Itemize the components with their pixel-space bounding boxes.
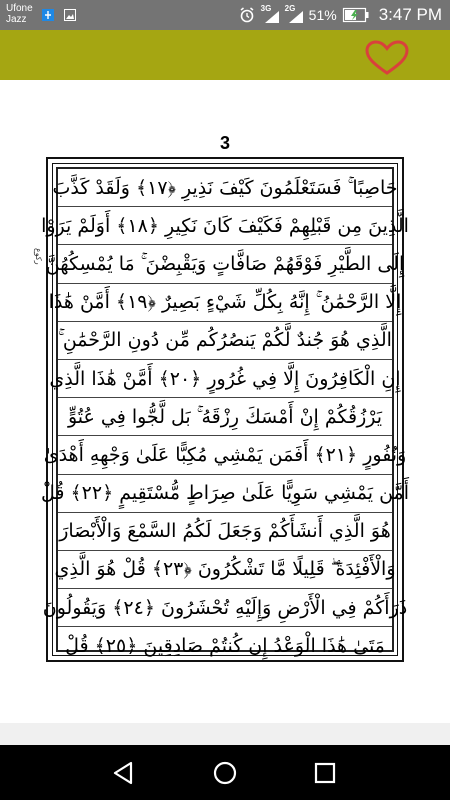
signal-2g-icon xyxy=(284,4,303,23)
carrier-name-secondary: Jazz xyxy=(6,14,27,25)
verse-line-10: هُوَ الَّذِي أَنشَأَكُمْ وَجَعَلَ لَكُمُ السَّمْعَ وَالْأَبْصَارَ xyxy=(58,513,392,551)
margin-note: رکوع xyxy=(34,247,43,265)
verse-line-2: الَّذِينَ مِن قَبْلِهِمْ فَكَيْفَ كَانَ نَكِيرِ ﴿١٨﴾ أَوَلَمْ يَرَوْا xyxy=(58,207,392,245)
carrier-label xyxy=(6,3,33,25)
network-2g-label: 2G xyxy=(284,4,296,13)
verse-line-11: وَالْأَفْئِدَةَ ۖ قَلِيلًا مَّا تَشْكُرُونَ ﴿٢٣﴾ قُلْ هُوَ الَّذِي xyxy=(58,551,392,589)
page-number: 3 xyxy=(219,133,230,153)
quran-page-view[interactable] xyxy=(0,95,450,723)
verse-line-13: مَتَىٰ هَٰذَا الْوَعْدُ إِن كُنتُمْ صَادِقِينَ ﴿٢٥﴾ قُلْ xyxy=(65,635,385,658)
verse-line-1: حَاصِبًا ۚ فَسَتَعْلَمُونَ كَيْفَ نَذِيرِ ﴿١٧﴾ وَلَقَدْ كَذَّبَ xyxy=(58,169,392,207)
recents-square-icon[interactable] xyxy=(312,760,338,786)
usb-notification-icon xyxy=(42,9,54,21)
verse-line-12: ذَرَأَكُمْ فِي الْأَرْضِ وَإِلَيْهِ تُحْشَرُونَ ﴿٢٤﴾ وَيَقُولُونَ xyxy=(58,589,392,627)
home-circle-icon[interactable] xyxy=(212,760,238,786)
page-frame-inner xyxy=(40,163,410,658)
verse-line-3: إِلَى الطَّيْرِ فَوْقَهُمْ صَافَّاتٍ وَيَقْبِضْنَ ۚ مَا يُمْسِكُهُنَّ xyxy=(58,245,392,283)
clock-time: 3:47 PM xyxy=(378,5,442,24)
verse-line-5: الَّذِي هُوَ جُندٌ لَّكُمْ يَنصُرُكُم مِّن دُونِ الرَّحْمَٰنِ ۚ xyxy=(58,322,392,360)
battery-percent: 51% xyxy=(308,7,337,23)
status-bar xyxy=(0,0,450,30)
battery-charging-icon xyxy=(343,8,369,22)
system-nav-bar xyxy=(0,745,450,800)
carrier-name-primary: Ufone xyxy=(6,3,33,14)
verse-line-4: إِلَّا الرَّحْمَٰنُ ۚ إِنَّهُ بِكُلِّ شَيْءٍ بَصِيرٌ ﴿١٩﴾ أَمَّنْ هَٰذَا xyxy=(58,284,392,322)
heart-outline-icon[interactable] xyxy=(364,40,410,76)
verse-line-7: يَرْزُقُكُمْ إِنْ أَمْسَكَ رِزْقَهُ ۚ بَل لَّجُّوا فِي عُتُوٍّ xyxy=(58,398,392,436)
image-notification-icon xyxy=(64,9,76,21)
alarm-icon xyxy=(239,7,255,23)
content-bottom-strip xyxy=(0,723,450,745)
app-bar xyxy=(0,30,450,80)
verse-lines xyxy=(40,167,410,658)
signal-3g-icon xyxy=(260,4,279,23)
verse-line-8: وَنُفُورٍ ﴿٢١﴾ أَفَمَن يَمْشِي مُكِبًّا عَلَىٰ وَجْهِهِ أَهْدَىٰ xyxy=(58,436,392,474)
network-3g-label: 3G xyxy=(260,4,272,13)
verse-line-9: أَمَّن يَمْشِي سَوِيًّا عَلَىٰ صِرَاطٍ مُّسْتَقِيمٍ ﴿٢٢﴾ قُلْ xyxy=(58,475,392,513)
back-triangle-icon[interactable] xyxy=(111,760,137,786)
page-frame xyxy=(40,157,410,662)
verse-line-6: إِنِ الْكَافِرُونَ إِلَّا فِي غُرُورٍ ﴿٢٠﴾ أَمَّنْ هَٰذَا الَّذِي xyxy=(58,360,392,398)
